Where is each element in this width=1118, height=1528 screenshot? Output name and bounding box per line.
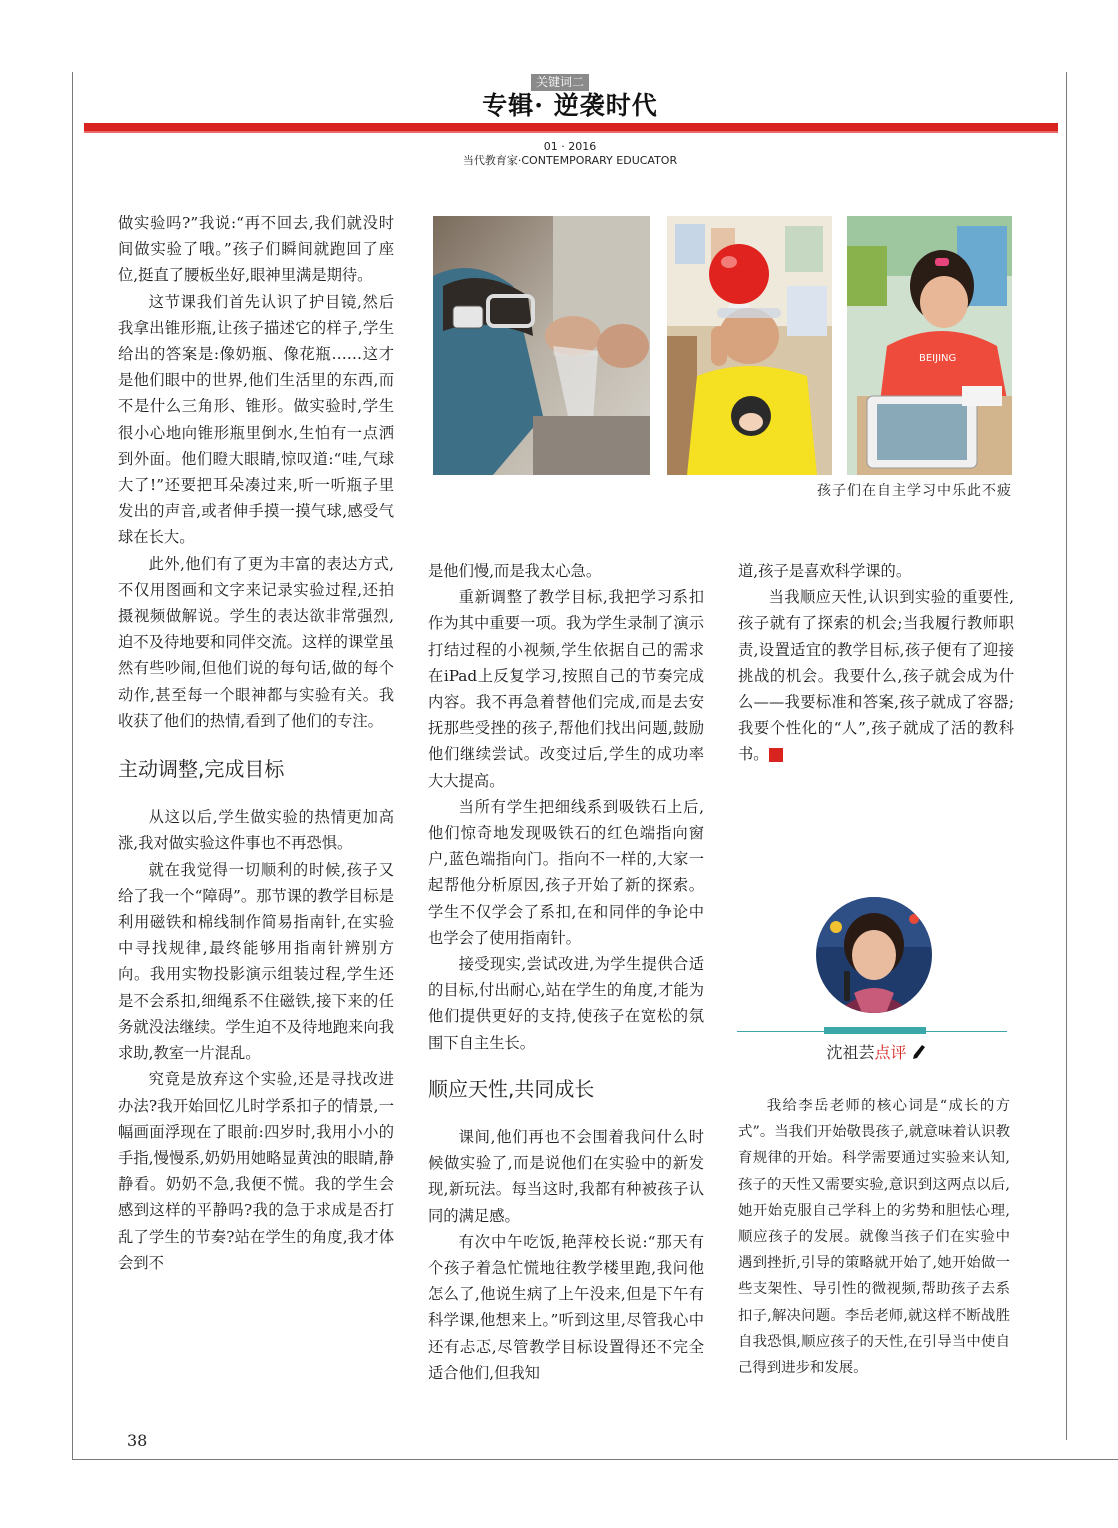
issue-number: 01 · 2016 [543, 140, 597, 153]
paragraph: 重新调整了教学目标,我把学习系扣作为其中重要一项。我为学生录制了演示打结过程的小视频,学生依据自己的需求在iPad上反复学习,按照自己的节奏完成内容。我不再急着替他们完成,而是去安抚那些受挫的孩子,帮他们找出问题,鼓励他们继续尝试。改变过后,学生的成功率大大提高。 [428, 588, 704, 790]
avatar-image [816, 897, 932, 1013]
end-mark: 家 [769, 748, 783, 762]
text-column-3 [738, 558, 1014, 768]
text-column-1 [118, 210, 394, 1276]
paragraph: 究竟是放弃这个实验,还是寻找改进办法?我开始回忆儿时学系扣子的情景,一幅画面浮现在了眼前:四岁时,我用小小的手指,慢慢系,奶奶用她略显黄浊的眼睛,静静看。奶奶不急,我便不慌。我的学生会感到这样的平静吗?我的急于求成是否打乱了学生的节奏?站在学生的角度,我才体会到不 [118, 1070, 394, 1272]
paragraph-text: 当我顺应天性,认识到实验的重要性,孩子就有了探索的机会;当我履行教师职责,设置适宜的教学目标,孩子便有了迎接挑战的机会。我要什么,孩子就会成为什么——我要标准和答案,孩子就成了容器;我要个性化的“人”,孩子就成了活的教科书。 [738, 588, 1014, 764]
paragraph: 此外,他们有了更为丰富的表达方式,不仅用图画和文字来记录实验过程,还拍摄视频做解说。学生的表达欲非常强烈,迫不及待地要和同伴交流。这样的课堂虽然有些吵闹,但他们说的每句话,做的每个动作,甚至每一个眼神都与实验有关。我收获了他们的热情,看到了他们的专注。 [118, 554, 394, 730]
section-heading: 顺应天性,共同成长 [428, 1076, 595, 1101]
left-frame-line [72, 72, 73, 1460]
photo-goggles [433, 216, 650, 475]
paragraph: 道,孩子是喜欢科学课的。 [738, 562, 912, 580]
commentator-avatar [816, 897, 932, 1013]
pen-icon [912, 1044, 926, 1060]
right-frame-line [1066, 72, 1067, 1440]
paragraph: 接受现实,尝试改进,为学生提供合适的目标,付出耐心,站在学生的角度,才能为他们提供更好的支持,使孩子在宽松的氛围下自主生长。 [428, 955, 704, 1052]
paragraph: 有次中午吃饭,艳萍校长说:“那天有个孩子着急忙慌地往教学楼里跑,我问他怎么了,他说生病了上午没来,但是下午有科学课,他想来上。”听到这里,尽管我心中还有忐忑,尽管教学目标设置得还不完全适合他们,但我知 [428, 1232, 704, 1382]
paragraph: 这节课我们首先认识了护目镜,然后我拿出锥形瓶,让孩子描述它的样子,学生给出的答案是:像奶瓶、像花瓶……这才是他们眼中的世界,他们生活里的东西,而不是什么三角形、锥形。做实验时,学生很小心地向锥形瓶里倒水,生怕有一点洒到外面。他们瞪大眼睛,惊叹道:“哇,气球大了!”还要把耳朵凑过来,听一听瓶子里发出的声音,或者伸手摸一摸气球,感受气球在长大。 [118, 292, 394, 547]
paragraph [738, 584, 1014, 767]
paragraph: 是他们慢,而是我太心急。 [428, 562, 602, 580]
paragraph: 我给李岳老师的核心词是“成长的方式”。当我们开始敬畏孩子,就意味着认识教育规律的开始。科学需要通过实验来认知,孩子的天性又需要实验,意识到这两点以后,她开始克服自己学科上的劣势和胆怯心理,顺应孩子的发展。就像当孩子们在实验中遇到挫折,引导的策略就开始了,她开始做一些支架性、导引性的微视频,帮助孩子去系扣子,解决问题。李岳老师,就这样不断战胜自我恐惧,顺应孩子的天性,在引导当中使自己得到进步和发展。 [738, 1098, 1010, 1377]
paragraph: 从这以后,学生做实验的热情更加高涨,我对做实验这件事也不再恐惧。 [118, 808, 394, 853]
paragraph: 课间,他们再也不会围着我问什么时候做实验了,而是说他们在实验中的新发现,新玩法。每当这时,我都有种被孩子认同的满足感。 [428, 1128, 704, 1225]
section-heading: 主动调整,完成目标 [118, 757, 285, 782]
magazine-name: 当代教育家·CONTEMPORARY EDUCATOR [462, 154, 678, 167]
photo-ipad-image [847, 216, 1012, 475]
commentary-text [738, 1093, 1010, 1381]
header-red-bar-texture [84, 131, 1058, 133]
photo-balloon-boy [667, 216, 832, 475]
commentary-divider-accent [824, 1027, 926, 1034]
paragraph: 做实验吗?”我说:“再不回去,我们就没时间做实验了哦。”孩子们瞬间就跑回了座位,挺直了腰板坐好,眼神里满是期待。 [118, 214, 394, 285]
paragraph: 当所有学生把细线系到吸铁石上后,他们惊奇地发现吸铁石的红色端指向窗户,蓝色端指向门。指向不一样的,大家一起帮他分析原因,孩子开始了新的探索。学生不仅学会了系扣,在和同伴的争论中也学会了使用指南针。 [428, 797, 704, 947]
commentator-name: 沈祖芸 [826, 1043, 875, 1062]
text-column-2 [428, 558, 704, 1386]
photo-goggles-image [433, 216, 650, 475]
keyword-tag: 关键词二 [531, 74, 589, 91]
commentary-title [796, 1040, 956, 1063]
photo-girl-ipad [847, 216, 1012, 475]
page-title: 专辑· 逆袭时代 [482, 91, 658, 120]
bottom-frame-line [72, 1459, 1118, 1460]
paragraph: 就在我觉得一切顺利的时候,孩子又给了我一个“障碍”。那节课的教学目标是利用磁铁和棉线制作简易指南针,在实验中寻找规律,最终能够用指南针辨别方向。我用实物投影演示组装过程,学生还是不会系扣,细绳系不住磁铁,接下来的任务就没法继续。学生迫不及待地跑来向我求助,教室一片混乱。 [118, 860, 394, 1063]
page-number: 38 [127, 1431, 148, 1450]
photo-balloon-image [667, 216, 832, 475]
photo-caption: 孩子们在自主学习中乐此不疲 [817, 483, 1012, 499]
shirt-text: BEIJING [919, 353, 957, 364]
commentary-label: 点评 [874, 1043, 907, 1062]
